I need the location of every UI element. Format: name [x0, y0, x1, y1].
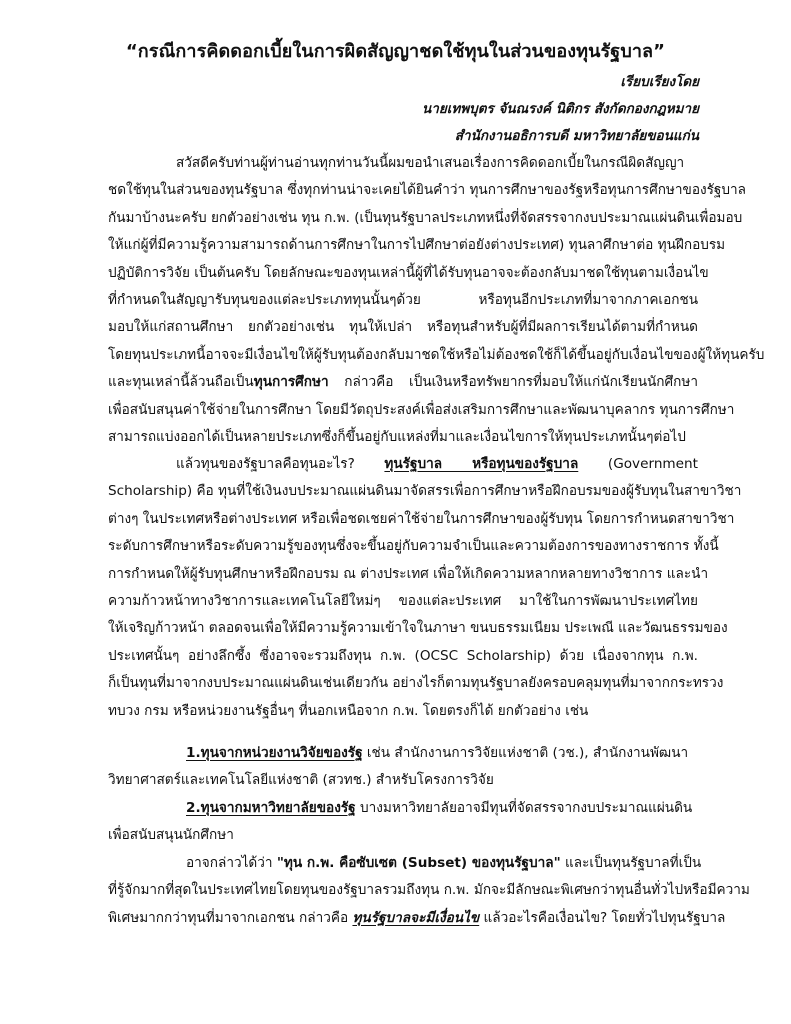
byline-author: นายเทพบุตร จันณรงค์ นิติกร สังกัดกองกฎหมาย [422, 101, 699, 117]
text-line: ระดับการศึกษาหรือระดับความรู้ของทุนซึ่งจะขึ้นอยู่กับความจำเป็นและความต้องการของทางราชการ ทั้งนี้ [108, 538, 719, 555]
paragraph-government-scholarship [108, 451, 742, 725]
text-line: สามารถแบ่งออกได้เป็นหลายประเภทซึ่งก็ขึ้นอยู่กับแหล่งที่มาและเงื่อนไขการให้ทุนประเภทนั้นๆต่อไป [108, 428, 686, 445]
text-line: โดยทุนประเภทนี้อาจจะมีเงื่อนไขให้ผู้รับทุนต้องกลับมาชดใช้หรือไม่ต้องชดใช้ก็ได้ขึ้นอยู่กับเงื่อนไขของผู้ให้ทุนครับ [108, 346, 765, 363]
text-line: กันมาบ้างนะครับ ยกตัวอย่างเช่น ทุน ก.พ. (เป็นทุนรัฐบาลประเภทหนึ่งที่จัดสรรจากงบประมาณแผ่นดินเพื่อมอบ [108, 209, 743, 226]
list-item-heading: 1.ทุนจากหน่วยงานวิจัยของรัฐ [186, 745, 363, 761]
text-run: (Government [578, 456, 698, 472]
text-line: มอบให้แก่สถานศึกษา ยกตัวอย่างเช่น ทุนให้เปล่า หรือทุนสำหรับผู้ที่มีผลการเรียนได้ตามที่กำหนด [108, 319, 698, 336]
text-line: ปฏิบัติการวิจัย เป็นต้นครับ โดยลักษณะของทุนเหล่านี้ผู้ที่ได้รับทุนอาจจะต้องกลับมาชดใช้ทุนตามเงื่อนไข [108, 264, 709, 281]
text-line: การกำหนดให้ผู้รับทุนศึกษาหรือฝึกอบรม ณ ต่างประเทศ เพื่อให้เกิดความหลากหลายทางวิชาการ และนำ [108, 565, 709, 582]
text-line: ชดใช้ทุนในส่วนของทุนรัฐบาล ซึ่งทุกท่านน่าจะเคยได้ยินคำว่า ทุนการศึกษาของรัฐหรือทุนการศึกษาของรัฐบาล [108, 182, 747, 199]
text-line [108, 740, 698, 767]
text-run: พิเศษมากกว่าทุนที่มาจากเอกชน กล่าวคือ [108, 909, 353, 926]
document-title: “กรณีการคิดดอกเบี้ยในการผิดสัญญาชดใช้ทุนในส่วนของทุนรัฐบาล” [125, 41, 666, 62]
bold-term: ทุนการศึกษา [253, 374, 329, 391]
text-line: ที่รู้จักมากที่สุดในประเทศไทยโดยทุนของรัฐบาลรวมถึงทุน ก.พ. มักจะมีลักษณะพิเศษกว่าทุนอื่นทั่วไปหรือมีความ [108, 882, 750, 899]
text-run: กล่าวคือ เป็นเงินหรือทรัพยากรที่มอบให้แก่นักเรียนนักศึกษา [328, 374, 698, 391]
bold-underlined-term: ทุนรัฐบาล หรือทุนของรัฐบาล [384, 456, 579, 472]
text-line: เพื่อสนับสนุนค่าใช้จ่ายในการศึกษา โดยมีวัตถุประสงค์เพื่อส่งเสริมการศึกษาและพัฒนาบุคลากร ทุนการศึกษา [108, 401, 735, 418]
list-item-heading: 2.ทุนจากมหาวิทยาลัยของรัฐ [186, 800, 356, 816]
paragraph-ocsc-subset [108, 850, 750, 932]
byline-office: สำนักงานอธิการบดี มหาวิทยาลัยขอนแก่น [454, 128, 699, 144]
text-run: บางมหาวิทยาลัยอาจมีทุนที่จัดสรรจากงบประมาณแผ่นดิน [355, 800, 693, 816]
text-line: ประเทศนั้นๆ อย่างลึกซึ้ง ซึ่งอาจจะรวมถึงทุน ก.พ. (OCSC Scholarship) ด้วย เนื่องจากทุน ก.พ. [108, 647, 698, 664]
text-line [108, 451, 698, 478]
text-line [108, 795, 698, 822]
text-line: ต่างๆ ในประเทศหรือต่างประเทศ หรือเพื่อชดเชยค่าใช้จ่ายในการศึกษาของผู้รับทุน โดยการกำหนดสาขาวิชา [108, 510, 735, 527]
text-line [108, 850, 702, 877]
text-run: เช่น สำนักงานการวิจัยแห่งชาติ (วช.), สำนักงานพัฒนา [362, 745, 689, 761]
list-item [108, 740, 698, 795]
text-line: เพื่อสนับสนุนนักศึกษา [108, 827, 234, 844]
text-line: Scholarship) คือ ทุนที่ใช้เงินงบประมาณแผ่นดินมาจัดสรรเพื่อการศึกษาหรือฝึกอบรมของผู้รับทุนในสาขาวิชา [108, 483, 742, 500]
text-line: สวัสดีครับท่านผู้ท่านอ่านทุกท่านวันนี้ผมขอนำเสนอเรื่องการคิดดอกเบี้ยในกรณีผิดสัญญา [176, 155, 685, 171]
text-line: ทบวง กรม หรือหน่วยงานรัฐอื่นๆ ที่นอกเหนือจาก ก.พ. โดยตรงก็ได้ ยกตัวอย่าง เช่น [108, 702, 589, 719]
text-run: อาจกล่าวได้ว่า [186, 855, 277, 871]
text-run: และทุนเหล่านี้ล้วนถือเป็น [108, 374, 254, 391]
byline-label: เรียบเรียงโดย [620, 74, 699, 90]
text-line: ให้แก่ผู้ที่มีความรู้ความสามารถด้านการศึกษาในการไปศึกษาต่อยังต่างประเทศ) ทุนลาศึกษาต่อ ทุนฝึกอบรม [108, 237, 726, 254]
bold-italic-underlined-term: ทุนรัฐบาลจะมีเงื่อนไข [352, 909, 480, 926]
text-run: และเป็นทุนรัฐบาลที่เป็น [560, 855, 702, 871]
text-line: ก็เป็นทุนที่มาจากงบประมาณแผ่นดินเช่นเดียวกัน อย่างไรก็ตามทุนรัฐบาลยังครอบคลุมทุนที่มาจากกระทรวง [108, 675, 724, 692]
text-line: ที่กำหนดในสัญญารับทุนของแต่ละประเภททุนนั้นๆด้วย หรือทุนอีกประเภทที่มาจากภาคเอกชน [108, 291, 698, 308]
text-line: ความก้าวหน้าทางวิชาการและเทคโนโลยีใหม่ๆ ของแต่ละประเทศ มาใช้ในการพัฒนาประเทศไทย [108, 592, 698, 609]
text-line [108, 905, 726, 932]
text-line: ให้เจริญก้าวหน้า ตลอดจนเพื่อให้มีความรู้ความเข้าใจในภาษา ขนบธรรมเนียม ประเพณี และวัฒนธรรมของ [108, 620, 728, 637]
text-run: แล้วทุนของรัฐบาลคือทุนอะไร? [176, 456, 385, 472]
bold-quote: "ทุน ก.พ. คือซับเซต (Subset) ของทุนรัฐบาล" [276, 855, 561, 871]
text-run: แล้วอะไรคือเงื่อนไข? โดยทั่วไปทุนรัฐบาล [479, 909, 726, 926]
text-line [108, 369, 698, 396]
list-item [108, 795, 698, 850]
paragraph-intro [108, 150, 765, 451]
text-line: วิทยาศาสตร์และเทคโนโลยีแห่งชาติ (สวทช.) สำหรับโครงการวิจัย [108, 772, 494, 789]
